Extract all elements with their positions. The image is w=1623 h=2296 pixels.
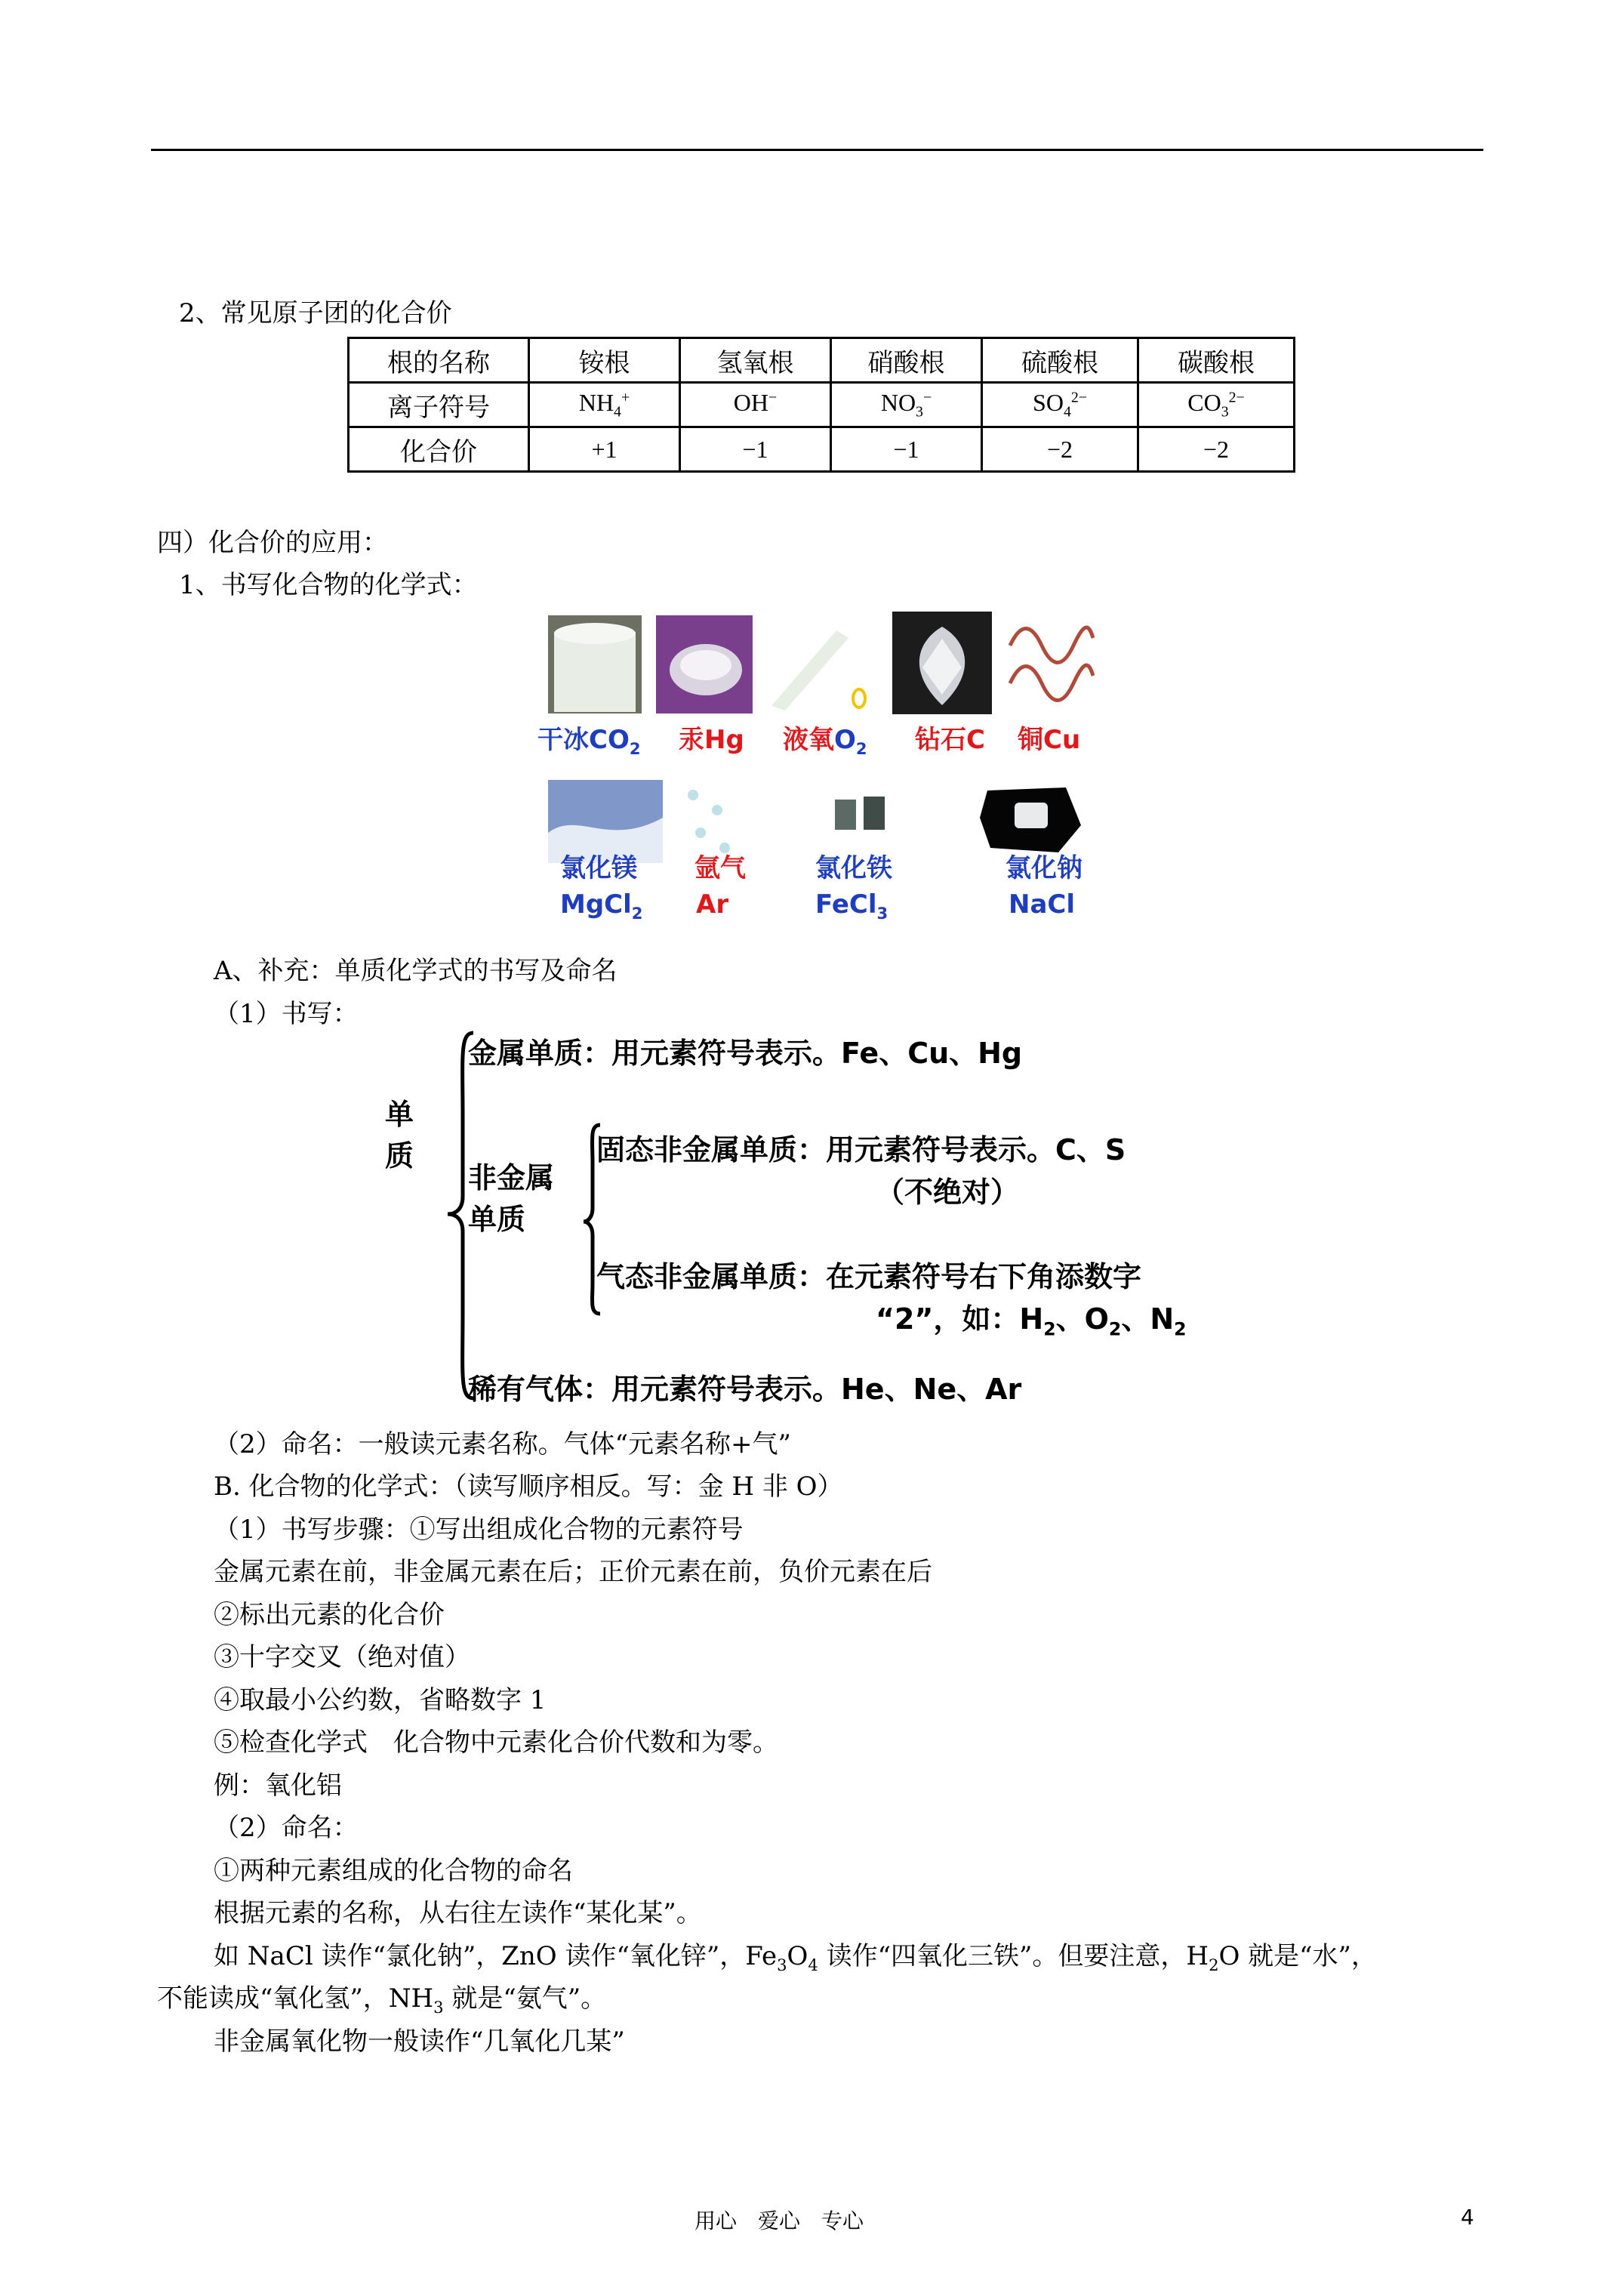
caption-mercury: 汞Hg	[679, 725, 744, 755]
line-naming-3: 如 NaCl 读作“氯化钠”，ZnO 读作“氧化锌”，$Fe_3O_4$ 读作“四氧化三铁”。但要注意，$H_2O$ 就是“水”，	[214, 1941, 1377, 1974]
diagram-metal: 金属单质：用元素符号表示。Fe、Cu、Hg	[468, 1037, 1023, 1070]
line-b3: ③十字交叉（绝对值）	[214, 1642, 470, 1672]
liquid-oxygen-image	[764, 615, 870, 713]
table-cell: −1	[831, 427, 982, 472]
diagram-gas-nonmetal: 气态非金属单质：在元素符号右下角添数字	[596, 1260, 1142, 1293]
caption-fecl3-name: 氯化铁	[815, 853, 892, 883]
table-cell: 离子符号	[349, 383, 529, 427]
table-cell: 根的名称	[349, 338, 529, 383]
caption-copper: 铜Cu	[1018, 725, 1081, 755]
line-b4: ④取最小公约数，省略数字 1	[214, 1685, 547, 1715]
caption-nacl-formula: NaCl	[1009, 889, 1076, 920]
ferric-chloride-image	[830, 789, 891, 834]
sodium-chloride-image	[975, 780, 1087, 855]
table-cell: 碳酸根	[1138, 338, 1295, 383]
line-example: 例：氧化铝	[214, 1771, 342, 1801]
diagram-gas-note: “2”，如：$H_2$、$O_2$、$N_2$	[876, 1302, 1187, 1340]
table-cell: 化合价	[349, 427, 529, 472]
table-row-symbols	[349, 383, 1295, 427]
header-rule	[151, 149, 1483, 151]
copper-image	[1006, 615, 1095, 713]
line-b5: ⑤检查化学式 化合物中元素化合价代数和为零。	[214, 1727, 778, 1758]
line-naming-heading: （2）命名：	[214, 1813, 359, 1843]
caption-liquid-oxygen: 液氧$O_2$	[783, 725, 867, 758]
table-cell: +1	[529, 427, 680, 472]
caption-diamond: 钻石C	[915, 725, 985, 755]
mercury-image	[656, 615, 753, 713]
table-row-valences	[349, 427, 1295, 472]
ion-symbol: $SO_4^{2-}$	[982, 383, 1138, 427]
table-cell: 硫酸根	[982, 338, 1138, 383]
line-b-compound-formula: B. 化合物的化学式：（读写顺序相反。写：金 H 非 O）	[214, 1472, 843, 1502]
diamond-image	[892, 612, 992, 714]
line-b1-steps: （1）书写步骤：①写出组成化合物的元素符号	[214, 1515, 744, 1545]
table-cell: 硝酸根	[831, 338, 982, 383]
diagram-noble-gas: 稀有气体：用元素符号表示。He、Ne、Ar	[468, 1373, 1022, 1406]
diagram-nonmetal-line1: 非金属	[468, 1161, 555, 1194]
table-row-names	[349, 338, 1295, 383]
diagram-solid-note: （不绝对）	[876, 1176, 1020, 1209]
caption-argon-formula: Ar	[696, 889, 729, 920]
table-cell: −2	[1138, 427, 1295, 472]
table-cell: −2	[982, 427, 1138, 472]
radical-valence-table	[347, 337, 1295, 473]
line-a1-writing: （1）书写：	[214, 999, 359, 1029]
line-a-supplement: A、补充：单质化学式的书写及命名	[214, 956, 617, 986]
caption-nacl-name: 氯化钠	[1006, 853, 1083, 883]
footer-motto: 用心 爱心 专心	[694, 2208, 864, 2233]
line-naming-2: 根据元素的名称，从右往左读作“某化某”。	[214, 1898, 702, 1928]
caption-fecl3-formula: FeCl$_3$	[815, 889, 888, 923]
page-number: 4	[1461, 2205, 1474, 2230]
table-cell: −1	[680, 427, 831, 472]
subsection-1-title: 1、书写化合物的化学式：	[179, 570, 478, 600]
section-4-title: 四）化合价的应用：	[157, 528, 388, 558]
caption-argon-name: 氩气	[694, 853, 746, 883]
line-a2-naming: （2）命名：一般读元素名称。气体“元素名称+气”	[214, 1429, 791, 1459]
ion-symbol: OH−	[680, 383, 831, 427]
diagram-solid-nonmetal: 固态非金属单质：用元素符号表示。C、S	[596, 1133, 1126, 1166]
caption-mgcl2-name: 氯化镁	[560, 853, 637, 883]
diagram-nonmetal-line2: 单质	[468, 1203, 526, 1236]
ion-symbol: $NO_3^-$	[831, 383, 982, 427]
table-cell: 铵根	[529, 338, 680, 383]
line-naming-1: ①两种元素组成的化合物的命名	[214, 1856, 573, 1886]
dry-ice-image	[548, 615, 642, 713]
diagram-root-line2: 质	[385, 1139, 414, 1173]
diagram-root-line1: 单	[385, 1098, 414, 1131]
ion-symbol: $NH_4^+$	[529, 383, 680, 427]
line-naming-5: 非金属氧化物一般读作“几氧化几某”	[214, 2026, 625, 2057]
line-b2: ②标出元素的化合价	[214, 1600, 445, 1630]
table-cell: 氢氧根	[680, 338, 831, 383]
caption-mgcl2-formula: MgCl$_2$	[560, 889, 643, 923]
section-2-title: 2、常见原子团的化合价	[179, 298, 452, 328]
line-b1a: 金属元素在前，非金属元素在后；正价元素在前，负价元素在后	[214, 1557, 932, 1587]
line-naming-4: 不能读成“氧化氢”，$NH_3$ 就是“氨气”。	[157, 1983, 607, 2017]
ion-symbol: $CO_3^{2-}$	[1138, 383, 1295, 427]
caption-dry-ice: 干冰$CO_2$	[537, 725, 641, 758]
